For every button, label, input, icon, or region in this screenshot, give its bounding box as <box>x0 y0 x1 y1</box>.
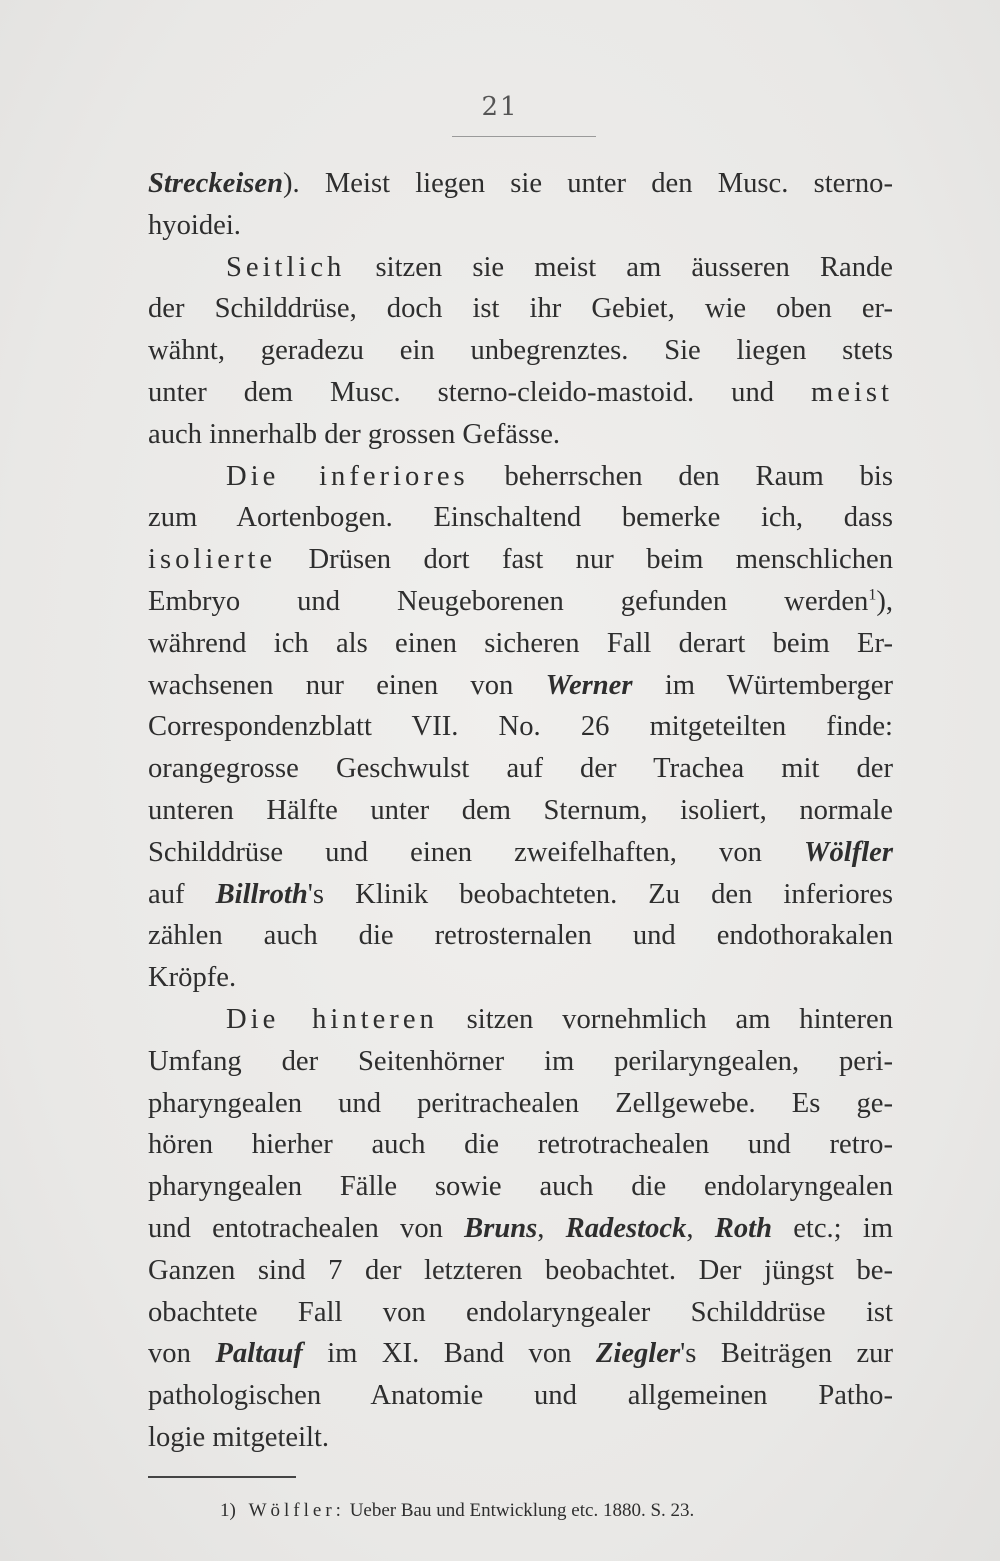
author-name: Bruns <box>464 1212 538 1244</box>
text-line: Streckeisen). Meist liegen sie unter den Musc. sterno- <box>148 168 893 199</box>
footnote-author: Wölfler: <box>248 1500 345 1521</box>
footnote-reference[interactable]: 1 <box>868 586 877 604</box>
text-line: während ich als einen sicheren Fall derart beim Er- <box>148 627 893 659</box>
footnote-mark: 1) <box>220 1500 236 1521</box>
text-line: pathologischen Anatomie und allgemeinen Patho- <box>148 1380 893 1412</box>
text-line: der Schilddrüse, doch ist ihr Gebiet, wie oben er- <box>148 293 893 325</box>
text-line: Kröpfe. <box>148 962 237 994</box>
text-line: Correspondenzblatt VII. No. 26 mitgeteilten finde: <box>148 711 893 743</box>
text-line: von Paltauf im XI. Band von Ziegler's Beiträgen zur <box>148 1338 893 1370</box>
spaced-term: meist <box>811 376 893 408</box>
text-line: pharyngealen und peritrachealen Zellgewebe. Es ge- <box>148 1087 893 1119</box>
text-line: isolierte Drüsen dort fast nur beim menschlichen <box>148 544 893 576</box>
author-name: Ziegler <box>595 1338 681 1370</box>
text-line: hyoidei. <box>148 209 241 241</box>
page-number: 21 <box>481 92 519 122</box>
text-line: zählen auch die retrosternalen und endothorakalen <box>148 920 893 952</box>
text-line: Schilddrüse und einen zweifelhaften, von Wölfler <box>148 836 893 868</box>
spaced-term: Die hinteren <box>226 1003 438 1035</box>
author-name: Paltauf <box>215 1338 303 1370</box>
author-name: Roth <box>714 1212 772 1244</box>
footnote-text: Ueber Bau und Entwicklung etc. 1880. S. 23. <box>349 1500 695 1521</box>
text-line: auf Billroth's Klinik beobachteten. Zu den inferiores <box>148 878 893 910</box>
text-line: Die hinteren sitzen vornehmlich am hinteren <box>226 1003 893 1035</box>
spaced-term: Seitlich <box>226 251 346 283</box>
text-line: Seitlich sitzen sie meist am äusseren Rande <box>226 251 893 283</box>
text-line: wähnt, geradezu ein unbegrenztes. Sie liegen stets <box>148 335 893 367</box>
footnote-rule <box>148 1476 296 1478</box>
author-name: Werner <box>545 669 633 701</box>
text-line: Embryo und Neugeborenen gefunden werden$^1$), <box>148 585 893 617</box>
body-text <box>148 163 893 1459</box>
text-line: orangegrosse Geschwulst auf der Trachea mit der <box>148 753 893 785</box>
text-line: obachtete Fall von endolaryngealer Schilddrüse ist <box>148 1296 893 1328</box>
text-line: unter dem Musc. sterno-cleido-mastoid. und meist <box>148 376 893 408</box>
spaced-term: isolierte <box>148 544 277 576</box>
text-line: hören hierher auch die retrotrachealen und retro- <box>148 1129 893 1161</box>
text-line: logie mitgeteilt. <box>148 1421 330 1453</box>
text-line: Die inferiores beherrschen den Raum bis <box>226 460 893 492</box>
text-line: auch innerhalb der grossen Gefässe. <box>148 418 561 450</box>
author-name: Streckeisen <box>148 168 284 199</box>
author-name: Radestock <box>565 1212 687 1244</box>
text-line: zum Aortenbogen. Einschaltend bemerke ich, dass <box>148 502 893 534</box>
text-line: wachsenen nur einen von Werner im Würtemberger <box>148 669 893 701</box>
footnote <box>220 1500 694 1522</box>
text-line: und entotrachealen von Bruns, Radestock, Roth etc.; im <box>148 1212 894 1244</box>
header-rule <box>452 136 596 137</box>
spaced-term: Die inferiores <box>226 460 469 492</box>
text-line: Ganzen sind 7 der letzteren beobachtet. Der jüngst be- <box>148 1254 893 1286</box>
text-line: unteren Hälfte unter dem Sternum, isoliert, normale <box>148 794 893 826</box>
text-line: Umfang der Seitenhörner im perilaryngealen, peri- <box>148 1045 893 1077</box>
text-line: pharyngealen Fälle sowie auch die endolaryngealen <box>148 1171 893 1203</box>
author-name: Wölfler <box>804 836 893 868</box>
author-name: Billroth <box>215 878 308 910</box>
